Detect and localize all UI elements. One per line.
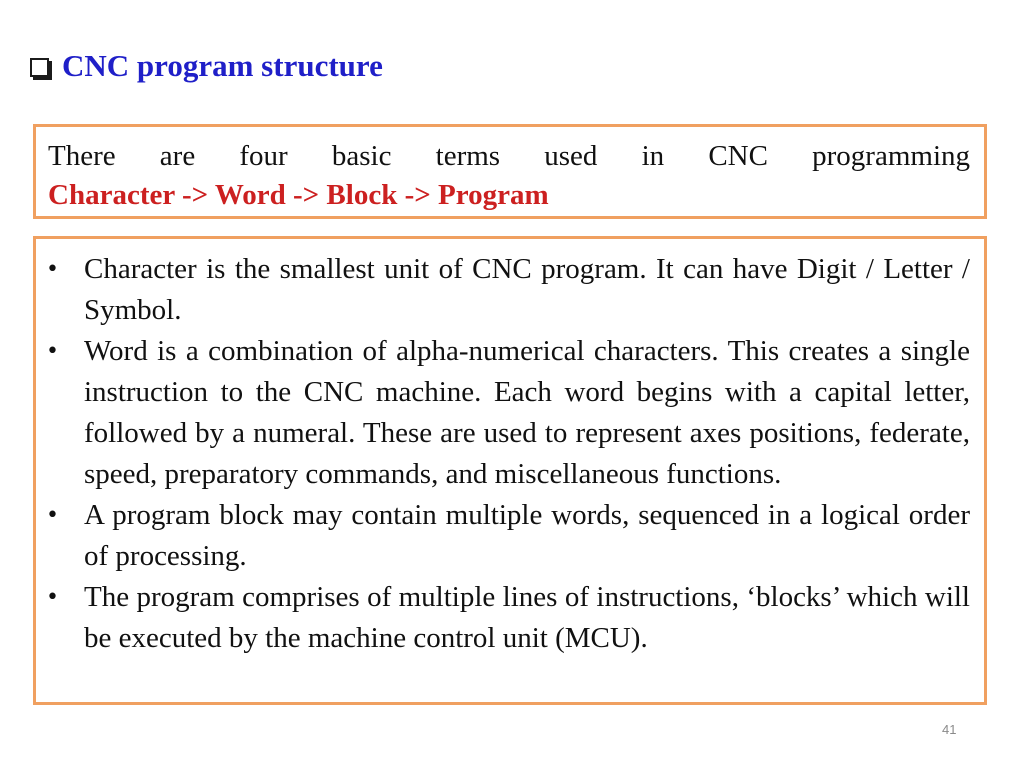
- intro-text: There are four basic terms used in CNC programming: [48, 140, 970, 172]
- bullet-text-word: Word is a combination of alpha-numerical characters. This creates a single instruction to the CNC machine. Each word begins with a capital letter, followed by a numeral. These are used to represent axes positions, federate, speed, preparatory commands, and miscellaneous functions.: [84, 335, 970, 490]
- bullet-text-block: A program block may contain multiple words, sequenced in a logical order of processing.: [84, 499, 970, 572]
- bullet-icon: •: [46, 585, 59, 610]
- checkbox-icon: [30, 58, 49, 77]
- bullet-icon: •: [46, 503, 59, 528]
- intro-box: [33, 124, 987, 219]
- term-sequence: Character -> Word -> Block -> Program: [48, 179, 549, 211]
- list-item: [46, 495, 970, 577]
- bullet-list: [46, 249, 970, 659]
- bullet-text-character: Character is the smallest unit of CNC program. It can have Digit / Letter / Symbol.: [84, 253, 970, 326]
- details-box: [33, 236, 987, 705]
- page-number: 41: [942, 722, 957, 737]
- bullet-icon: •: [46, 339, 59, 364]
- bullet-text-program: The program comprises of multiple lines of instructions, ‘blocks’ which will be executed by the machine control unit (MCU).: [84, 581, 970, 654]
- list-item: [46, 577, 970, 659]
- slide-title-row: [30, 46, 383, 86]
- list-item: [46, 331, 970, 495]
- bullet-icon: •: [46, 257, 59, 282]
- slide-title: CNC program structure: [62, 48, 383, 83]
- list-item: [46, 249, 970, 331]
